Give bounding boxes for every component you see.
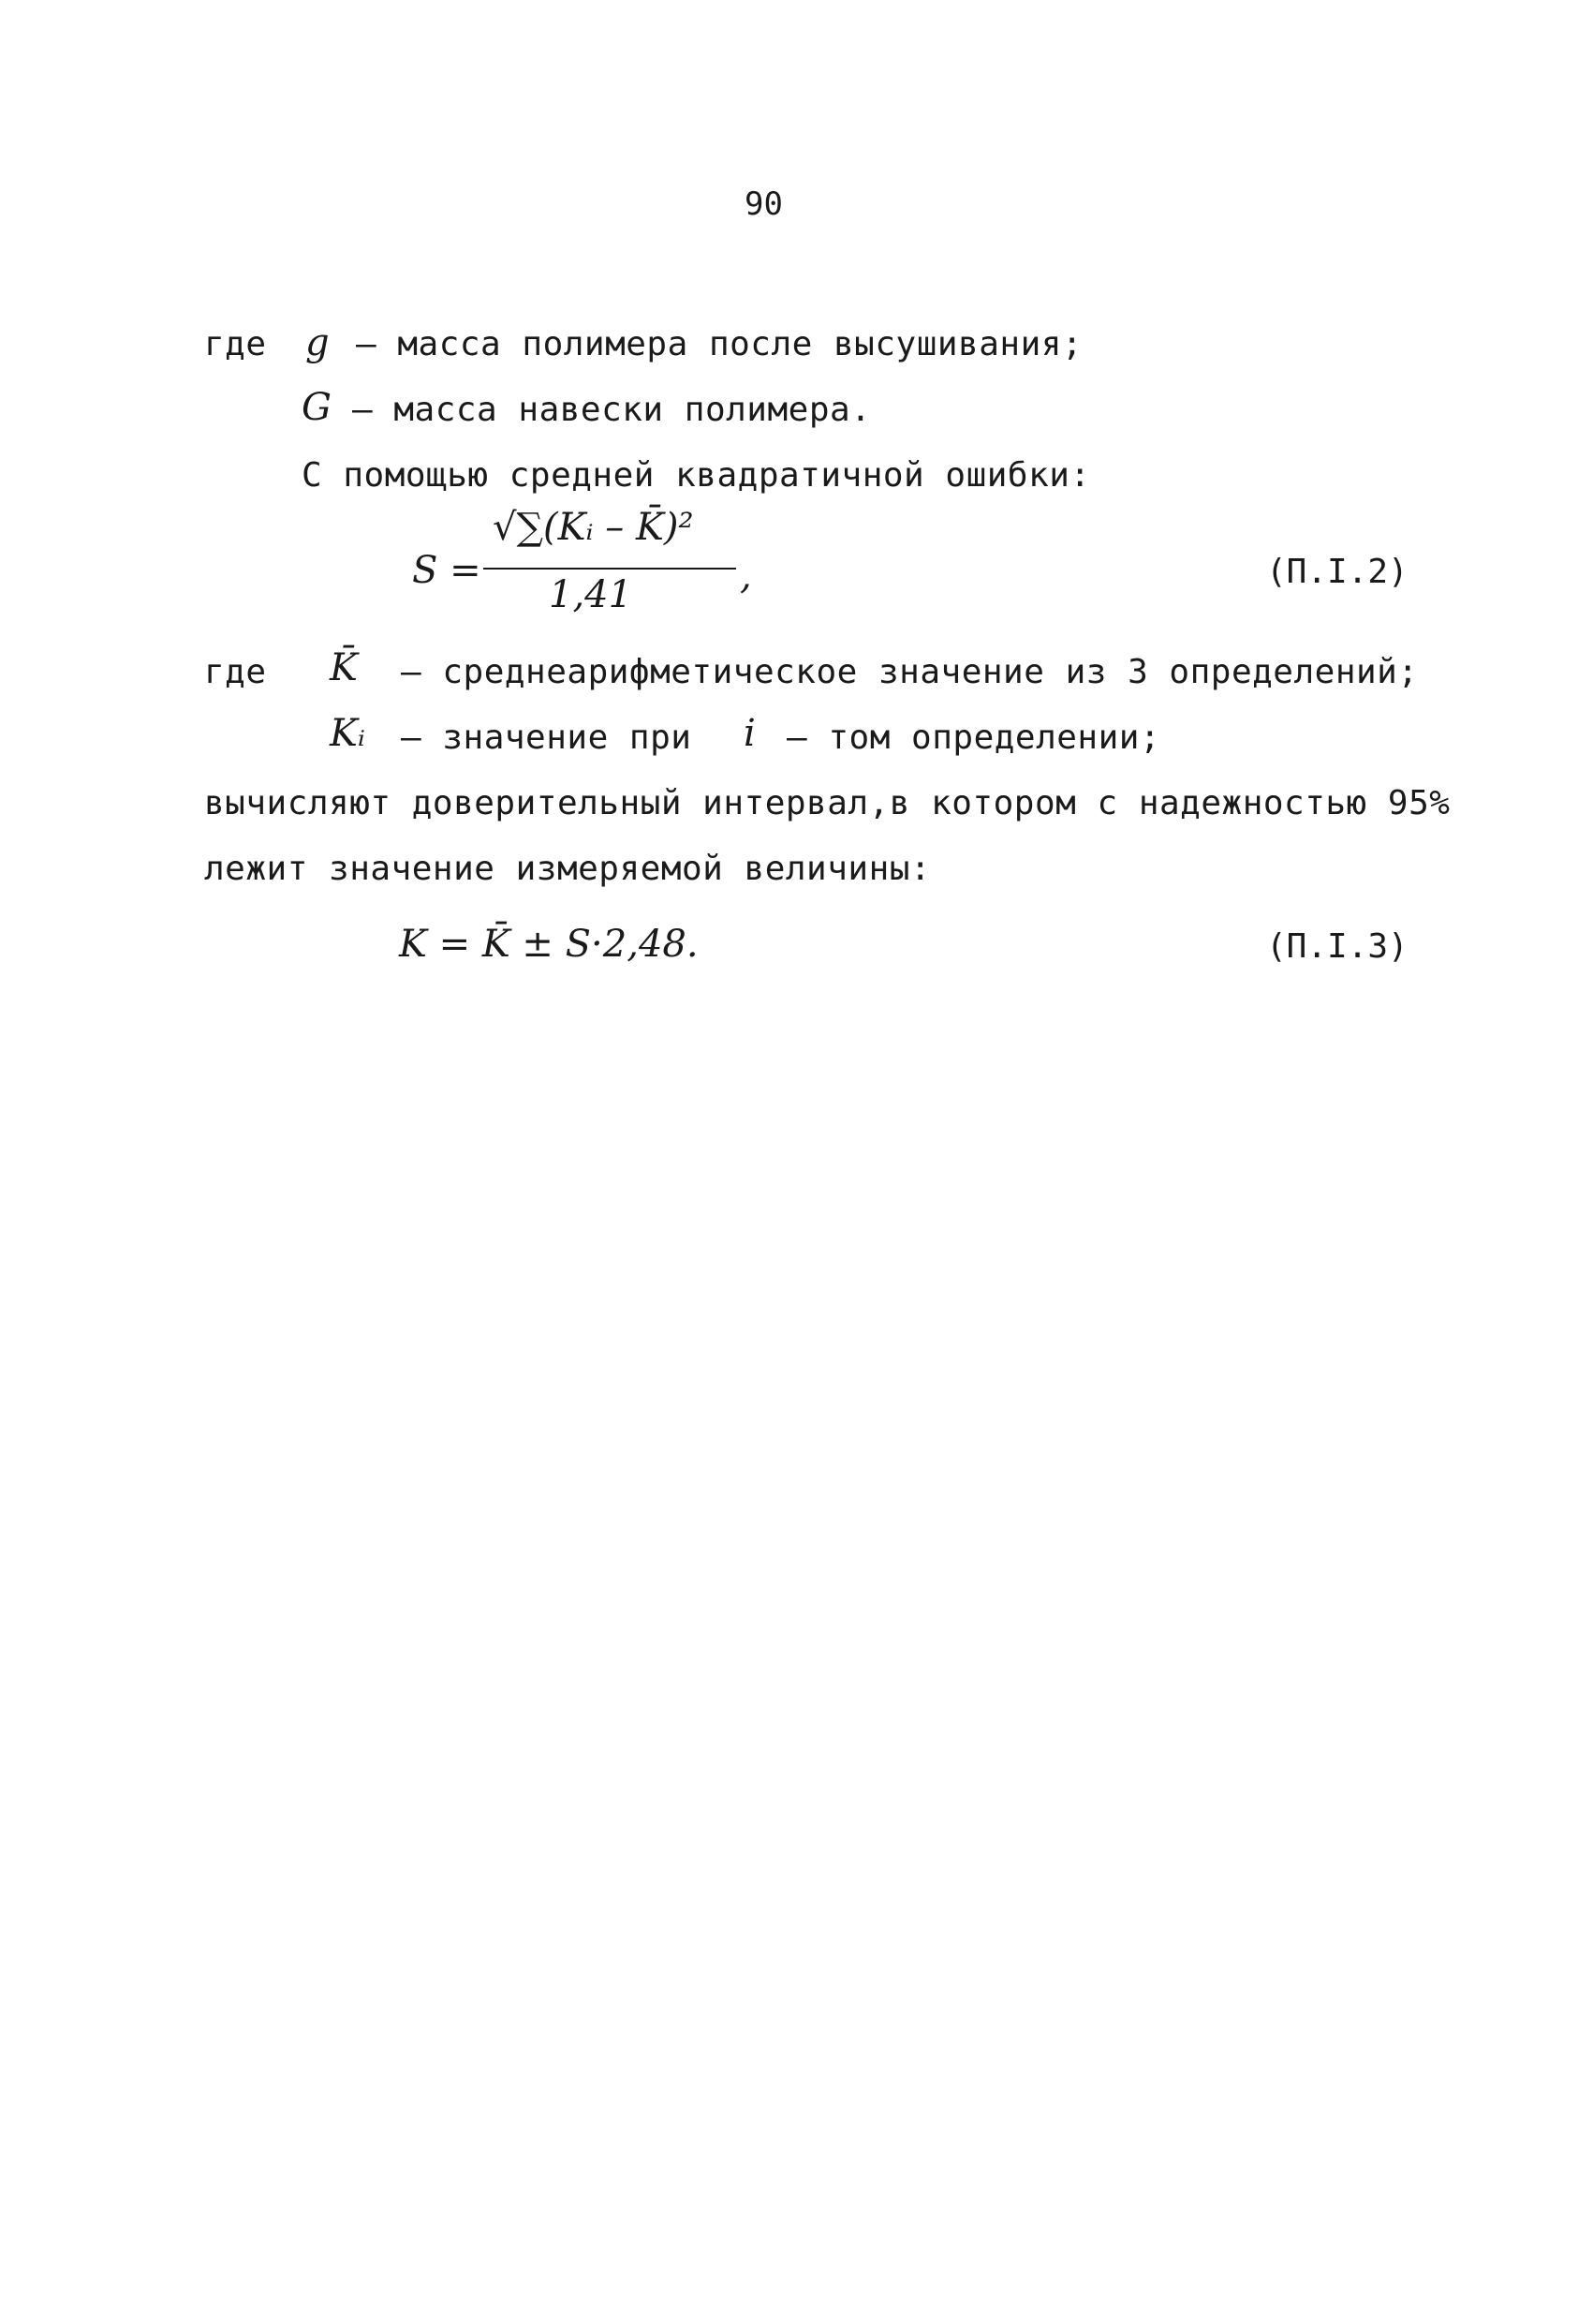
definition-g: – масса полимера после высушивания; bbox=[356, 325, 1084, 363]
symbol-Ki: Kᵢ bbox=[330, 712, 365, 755]
symbol-K: K̄ bbox=[330, 646, 358, 689]
definition-G: – масса навески полимера. bbox=[352, 391, 872, 429]
definition-i: – том определении; bbox=[787, 718, 1161, 757]
formula-2-denominator: 1,41 bbox=[549, 573, 633, 616]
definition-K: – среднеарифметическое значение из 3 определений; bbox=[401, 653, 1419, 691]
formula-2-comma: , bbox=[740, 555, 752, 598]
symbol-g: g bbox=[305, 321, 330, 364]
definition-Ki: – значение при bbox=[401, 718, 692, 757]
formula-3-expression: K = K̄ ± S·2,48. bbox=[399, 923, 699, 966]
formula-2-fraction bbox=[483, 506, 736, 618]
where-label-1: где bbox=[204, 325, 267, 363]
formula-2-numerator: √∑(Kᵢ – K̄)² bbox=[493, 506, 694, 549]
formula-3-number: (П.I.3) bbox=[1266, 927, 1409, 966]
formula-2-number: (П.I.2) bbox=[1266, 553, 1409, 591]
paragraph-line-1: вычисляют доверительный интервал,в котором с надежностью 95% bbox=[204, 784, 1451, 822]
fraction-bar bbox=[483, 568, 736, 570]
where-label-2: где bbox=[204, 653, 267, 691]
intro-formula-2: С помощью средней квадратичной ошибки: bbox=[302, 456, 1091, 495]
symbol-G: G bbox=[302, 386, 332, 429]
symbol-i: i bbox=[744, 712, 756, 755]
page-number: 90 bbox=[745, 185, 783, 223]
paragraph-line-2: лежит значение измеряемой величины: bbox=[204, 850, 932, 888]
formula-2-lhs: S = bbox=[412, 549, 481, 592]
